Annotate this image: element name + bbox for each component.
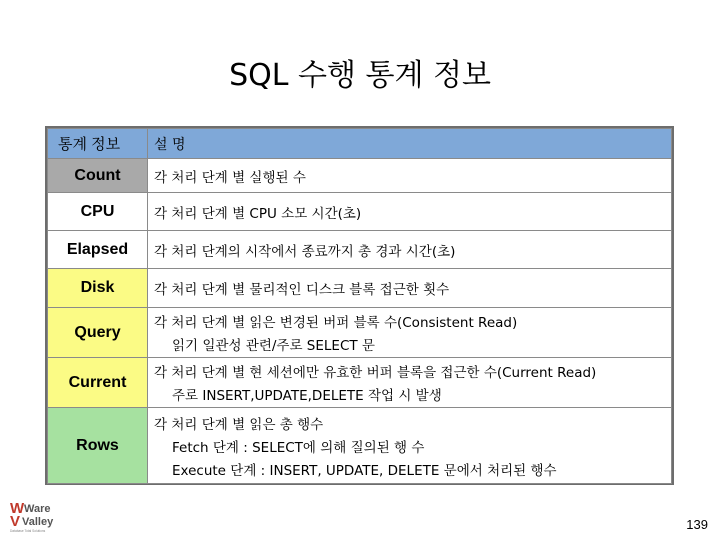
- row-desc-cpu: 각 처리 단계 별 CPU 소모 시간(초): [148, 193, 672, 231]
- svg-text:V: V: [10, 513, 21, 530]
- row-desc-rows: 각 처리 단계 별 읽은 총 행수 Fetch 단계 : SELECT에 의해 질의된 행 수 Execute 단계 : INSERT, UPDATE, DELETE 문에서 처리된 행수: [148, 408, 672, 484]
- slide-title: SQL 수행 통계 정보: [229, 58, 491, 93]
- table-row: [48, 358, 672, 408]
- row-desc-current: 각 처리 단계 별 현 세션에만 유효한 버퍼 블록을 접근한 수(Current Read) 주로 INSERT,UPDATE,DELETE 작업 시 발생: [148, 358, 672, 408]
- row-label-disk: Disk: [48, 269, 148, 308]
- table-row: [48, 408, 672, 484]
- table-row: [48, 231, 672, 269]
- row-desc-count: 각 처리 단계 별 실행된 수: [148, 159, 672, 193]
- table-row: [48, 193, 672, 231]
- svg-text:Ware: Ware: [24, 503, 51, 515]
- svg-text:Database Total Solutions: Database Total Solutions: [10, 529, 46, 533]
- row-label-count: Count: [48, 159, 148, 193]
- row-label-rows: Rows: [48, 408, 148, 484]
- row-label-current: Current: [48, 358, 148, 408]
- header-description: 설 명: [148, 129, 672, 159]
- svg-text:W: W: [10, 500, 25, 517]
- table-row: [48, 159, 672, 193]
- row-desc-query: 각 처리 단계 별 읽은 변경된 버퍼 블록 수(Consistent Read) 읽기 일관성 관련/주로 SELECT 문: [148, 308, 672, 358]
- row-desc-disk: 각 처리 단계 별 물리적인 디스크 블록 접근한 횟수: [148, 269, 672, 308]
- table-header-row: [48, 129, 672, 159]
- stats-table: [45, 126, 674, 485]
- table-row: [48, 269, 672, 308]
- row-label-cpu: CPU: [48, 193, 148, 231]
- header-stat-name: 통계 정보: [48, 129, 148, 159]
- table-row: [48, 308, 672, 358]
- page-number: 139: [686, 517, 708, 532]
- row-desc-elapsed: 각 처리 단계의 시작에서 종료까지 총 경과 시간(초): [148, 231, 672, 269]
- row-label-query: Query: [48, 308, 148, 358]
- company-logo: [6, 498, 70, 534]
- row-label-elapsed: Elapsed: [48, 231, 148, 269]
- svg-text:Valley: Valley: [22, 516, 54, 528]
